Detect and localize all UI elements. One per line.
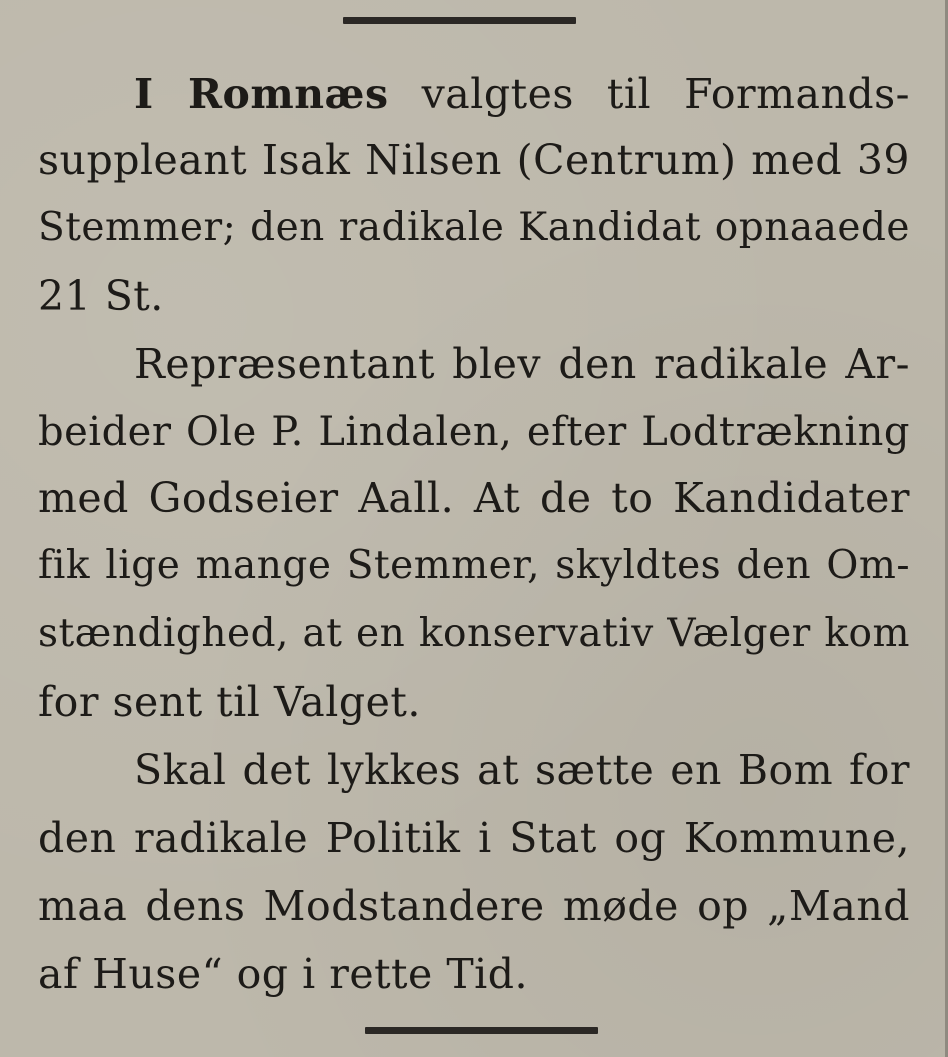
text-line bbox=[134, 62, 910, 126]
top-rule bbox=[343, 17, 576, 24]
text-line: af Huse“ og i rette Tid. bbox=[38, 950, 529, 998]
text-line-rest: valgtes til Formands- bbox=[388, 70, 910, 118]
text-line: 21 St. bbox=[38, 272, 164, 320]
place-name-lead: I Romnæs bbox=[134, 70, 389, 118]
text-line: stændighed, at en konservativ Vælger kom bbox=[38, 611, 910, 656]
bottom-rule bbox=[365, 1027, 598, 1034]
text-line: suppleant Isak Nilsen (Centrum) med 39 bbox=[38, 136, 910, 184]
text-line: Repræsentant blev den radikale Ar- bbox=[134, 340, 910, 388]
text-line: fik lige mange Stemmer, skyldtes den Om- bbox=[38, 543, 910, 588]
text-line: Stemmer; den radikale Kandidat opnaaede bbox=[38, 205, 910, 250]
text-line: den radikale Politik i Stat og Kommune, bbox=[38, 814, 910, 862]
text-line: maa dens Modstandere møde op „Mand bbox=[38, 882, 910, 930]
text-line: med Godseier Aall. At de to Kandidater bbox=[38, 474, 910, 522]
text-line: Skal det lykkes at sætte en Bom for bbox=[134, 746, 910, 794]
text-line: for sent til Valget. bbox=[38, 678, 421, 726]
text-line: beider Ole P. Lindalen, efter Lodtrækning bbox=[38, 409, 910, 455]
